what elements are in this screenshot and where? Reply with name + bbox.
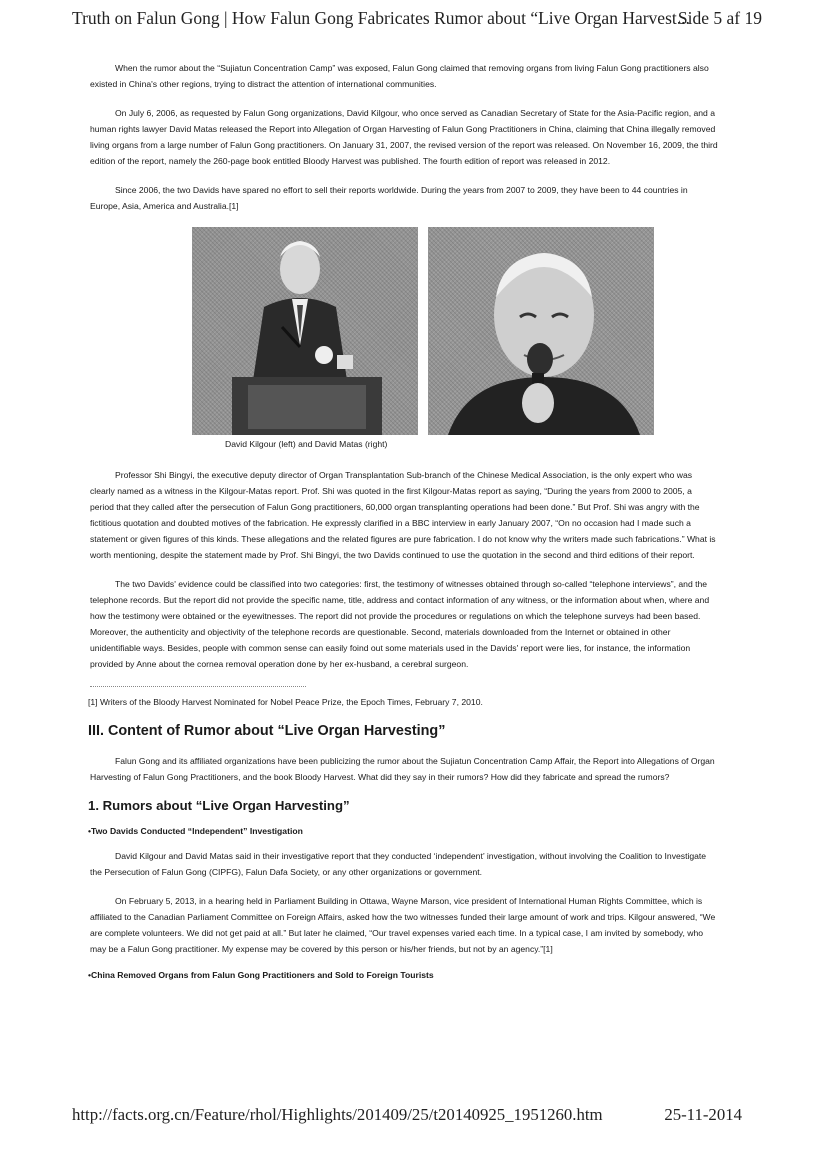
subsection-heading: 1. Rumors about “Live Organ Harvesting” xyxy=(88,798,350,813)
paragraph: On February 5, 2013, in a hearing held in Parliament Building in Ottawa, Wayne Marson, vice president of International Human Rights Committee, which is affiliated to the Canadian Parliament Committee on Foreign Affairs, asked how the two witnesses funded their large amount of work and trips. Kilgour answered, “We are complete volunteers. We did not get paid at all.” But later he claimed, “Our travel expenses varied each time. In a typical case, I am invited by somebody, who may be a Falun Gong practitioner. My expense may be covered by this person or his/her friends, but not by an agency.”[1] xyxy=(90,896,716,954)
photo-david-matas xyxy=(428,227,654,435)
footer-url: http://facts.org.cn/Feature/rhol/Highlights/201409/25/t20140925_1951260.htm xyxy=(72,1105,603,1124)
bullet-heading: •Two Davids Conducted “Independent” Investigation xyxy=(88,826,303,836)
paragraph: Professor Shi Bingyi, the executive deputy director of Organ Transplantation Sub-branch of the Chinese Medical Association, is the only expert who was clearly named as a witness in the Kilgour-Matas report. Prof. Shi was quoted in the first Kilgour-Matas report as saying, “During the years from 2000 to 2005, a period that they called after the persecution of Falun Gong practitioners, 60,000 organ transplanting operations had been done.” But Prof. Shi was angry with the fictitious quotation and doubted motives of the fabrication. He expressly clarified in a BBC interview in early January 2007, “On no occasion had I made such a statement or given figures of this kinds. These allegations and the related figures are pure fabrication. I do not know why the writers made such fabrications.” What is worth mentioning, despite the statement made by Prof. Shi Bingyi, the two Davids continued to use the quotation in the second and third editions of their report. xyxy=(90,470,716,560)
footer-date: 25-11-2014 xyxy=(664,1105,742,1124)
podium-scene-graphic xyxy=(192,227,418,435)
document-body xyxy=(90,60,718,992)
speaker-portrait-graphic xyxy=(428,227,654,435)
header-title: Truth on Falun Gong | How Falun Gong Fabricates Rumor about “Live Organ Harvest... xyxy=(72,8,690,28)
paragraph: The two Davids' evidence could be classified into two categories: first, the testimony of witnesses obtained through so-called “telephone interviews”, and the telephone records. But the report did not provide the specific name, title, address and contact information of any witness, or the information about when, where and how the testimony were obtained or the eyewitnesses. The report did not provide the procedures or regulations on which the telephone surveys had been based. Moreover, the authenticity and objectivity of the telephone records are questionable. Second, materials downloaded from the Internet or obtained in other unidentifiable ways. Besides, people with common sense can easily foind out some materials used in the Davids' report were lies, for instance, the information provided by Anne about the cornea removal operation done by her ex-husband, a cerebral surgeon. xyxy=(90,579,710,669)
paragraph: Since 2006, the two Davids have spared no effort to sell their reports worldwide. During the years from 2007 to 2009, they have been to 44 countries in Europe, Asia, America and Australia.[1] xyxy=(90,185,688,211)
paragraph: On July 6, 2006, as requested by Falun Gong organizations, David Kilgour, who once served as Canadian Secretary of State for the Asia-Pacific region, and a human rights lawyer David Matas released the Report into Allegation of Organ Harvesting of Falun Gong Practitioners in China, claiming that China illegally removed living organs from a large number of Falun Gong practitioners. On January 31, 2007, the revised version of the report was released. On November 16, 2009, the third edition of the report, namely the 260-page book entitled Bloody Harvest was published. The fourth edition of report was released in 2012. xyxy=(90,108,718,166)
page-footer xyxy=(72,1105,742,1125)
page-header xyxy=(72,8,762,29)
photo-david-kilgour xyxy=(192,227,418,435)
figure-caption: David Kilgour (left) and David Matas (right) xyxy=(225,439,388,449)
figure xyxy=(90,227,718,453)
section-heading: III. Content of Rumor about “Live Organ Harvesting” xyxy=(88,723,446,739)
paragraph: Falun Gong and its affiliated organizations have been publicizing the rumor about the Sujiatun Concentration Camp Affair, the Report into Allegations of Organ Harvesting of Falun Gong Practitioners, and the book Bloody Harvest. What did they say in their rumors? How did they fabricate and spread the rumors? xyxy=(90,756,715,782)
footnote: [1] Writers of the Bloody Harvest Nominated for Nobel Peace Prize, the Epoch Times, February 7, 2010. xyxy=(88,697,483,707)
paragraph: David Kilgour and David Matas said in their investigative report that they conducted ‘independent’ investigation, without involving the Coalition to Investigate the Persecution of Falun Gong (CIPFG), Falun Dafa Society, or any other organizations or government. xyxy=(90,851,707,877)
bullet-heading: •China Removed Organs from Falun Gong Practitioners and Sold to Foreign Tourists xyxy=(88,970,434,980)
page-number: Side 5 af 19 xyxy=(677,8,762,28)
footnote-separator xyxy=(90,686,306,687)
paragraph: When the rumor about the “Sujiatun Concentration Camp” was exposed, Falun Gong claimed that removing organs from living Falun Gong practitioners also existed in China's other regions, trying to distract the attention of international communities. xyxy=(90,63,709,89)
photo-pair xyxy=(192,227,526,451)
